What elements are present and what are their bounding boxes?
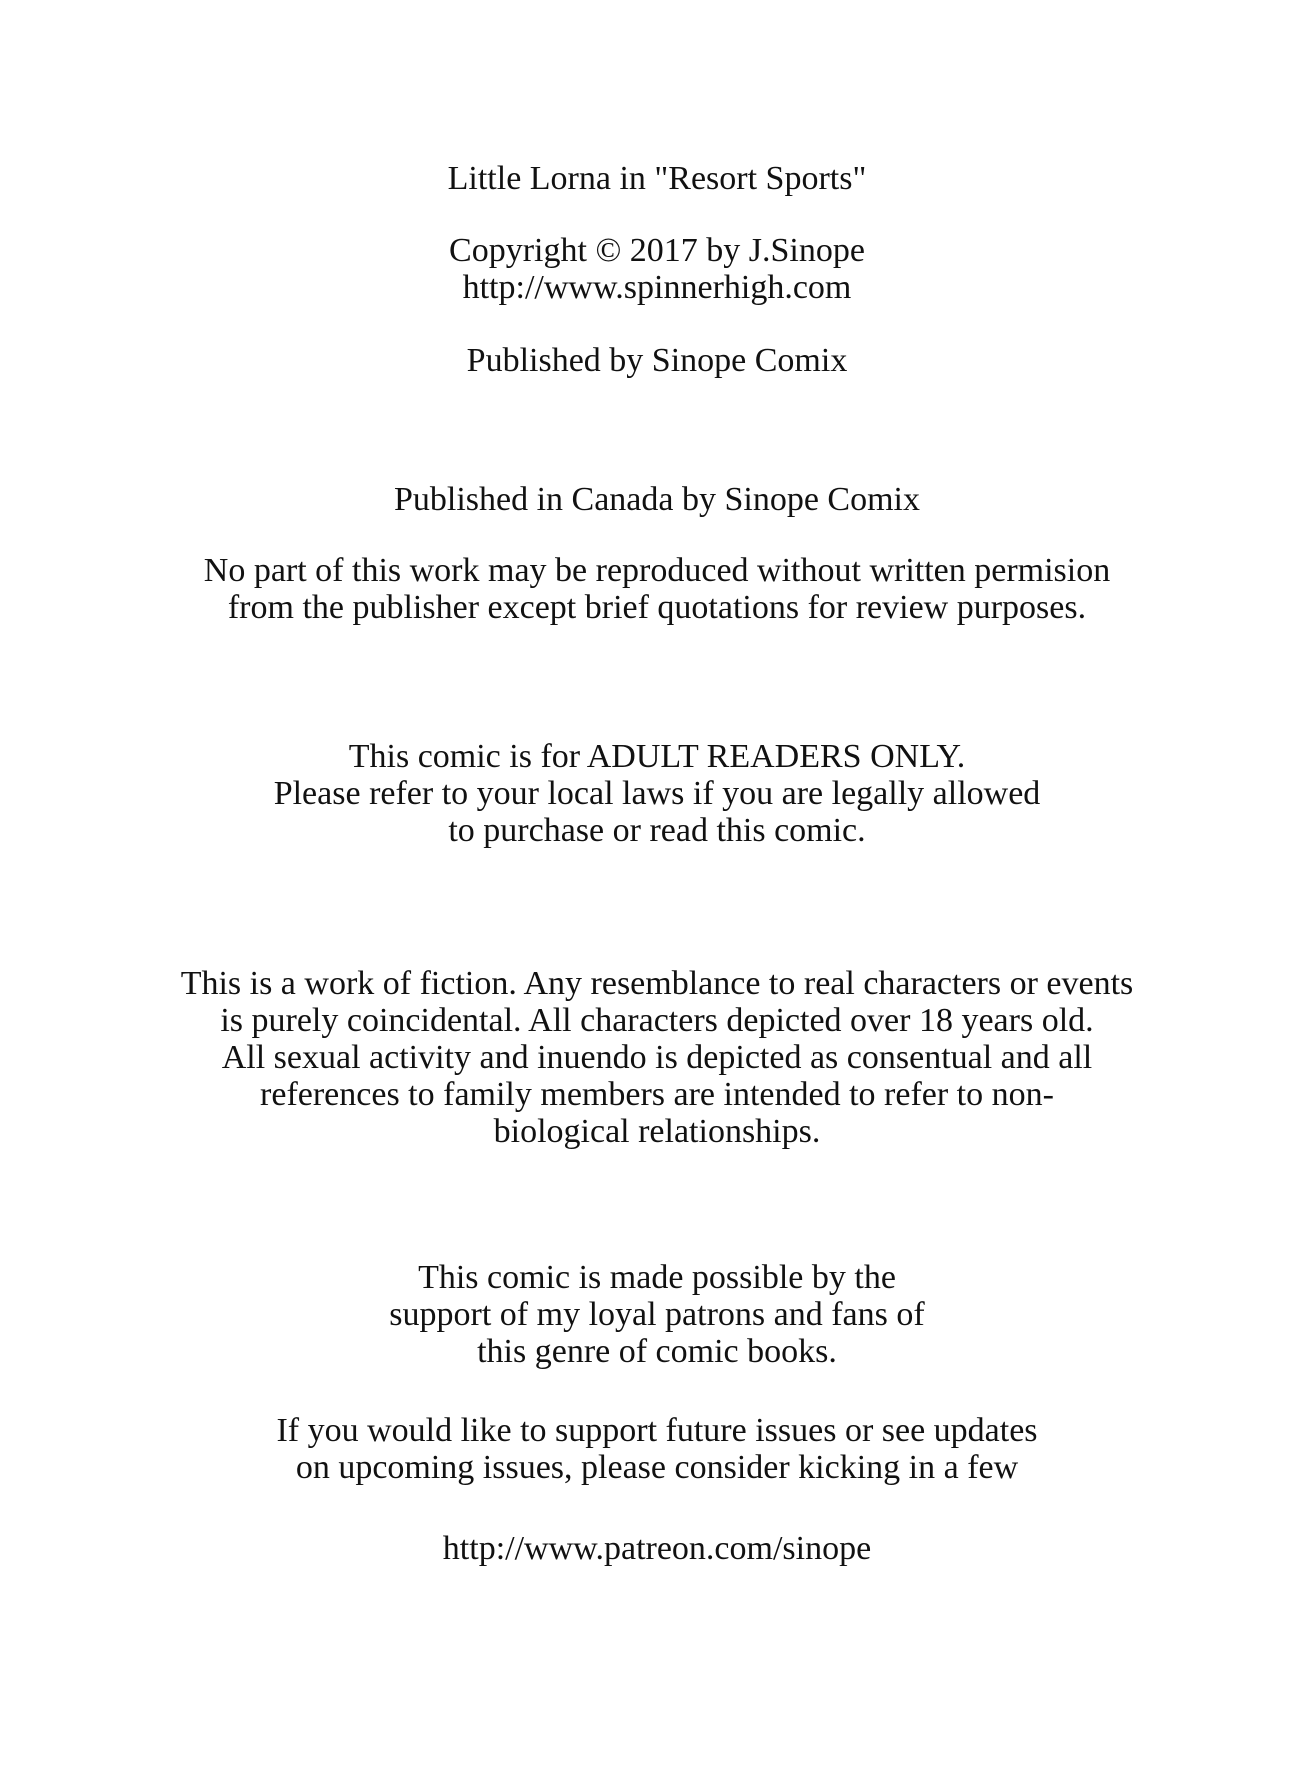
adult-notice xyxy=(0,738,1314,849)
fiction-line: This is a work of fiction. Any resemblance to real characters or events xyxy=(180,965,1134,1002)
patreon-link-block xyxy=(0,1530,1314,1567)
comic-title-text: Little Lorna in "Resort Sports" xyxy=(447,160,867,197)
published-in-text: Published in Canada by Sinope Comix xyxy=(393,481,921,518)
fiction-line: All sexual activity and inuendo is depicted as consentual and all xyxy=(221,1039,1093,1076)
patrons-line: This comic is made possible by the xyxy=(418,1259,896,1296)
support-line: If you would like to support future issues or see updates xyxy=(276,1412,1038,1449)
support-notice xyxy=(0,1412,1314,1486)
published-by-text: Published by Sinope Comix xyxy=(466,342,848,379)
patrons-notice xyxy=(0,1259,1314,1370)
fiction-notice xyxy=(0,965,1314,1150)
website-link[interactable]: http://www.spinnerhigh.com xyxy=(462,269,852,306)
reproduction-line: No part of this work may be reproduced without written permision xyxy=(203,552,1111,589)
reproduction-notice xyxy=(0,552,1314,626)
adult-line: Please refer to your local laws if you are legally allowed xyxy=(273,775,1041,812)
patrons-line: this genre of comic books. xyxy=(477,1333,837,1370)
patrons-line: support of my loyal patrons and fans of xyxy=(389,1296,925,1333)
adult-line: This comic is for ADULT READERS ONLY. xyxy=(348,738,966,775)
fiction-line: references to family members are intended to refer to non- xyxy=(260,1076,1054,1113)
copyright-block xyxy=(0,232,1314,306)
support-line: on upcoming issues, please consider kicking in a few xyxy=(295,1449,1019,1486)
fiction-line: is purely coincidental. All characters depicted over 18 years old. xyxy=(220,1002,1094,1039)
published-by xyxy=(0,342,1314,379)
reproduction-line: from the publisher except brief quotations for review purposes. xyxy=(227,589,1087,626)
comic-title xyxy=(0,160,1314,197)
published-in xyxy=(0,481,1314,518)
adult-line: to purchase or read this comic. xyxy=(448,812,866,849)
copyright-line: Copyright © 2017 by J.Sinope xyxy=(449,232,865,269)
fiction-line: biological relationships. xyxy=(493,1113,821,1150)
patreon-link[interactable]: http://www.patreon.com/sinope xyxy=(442,1530,872,1567)
